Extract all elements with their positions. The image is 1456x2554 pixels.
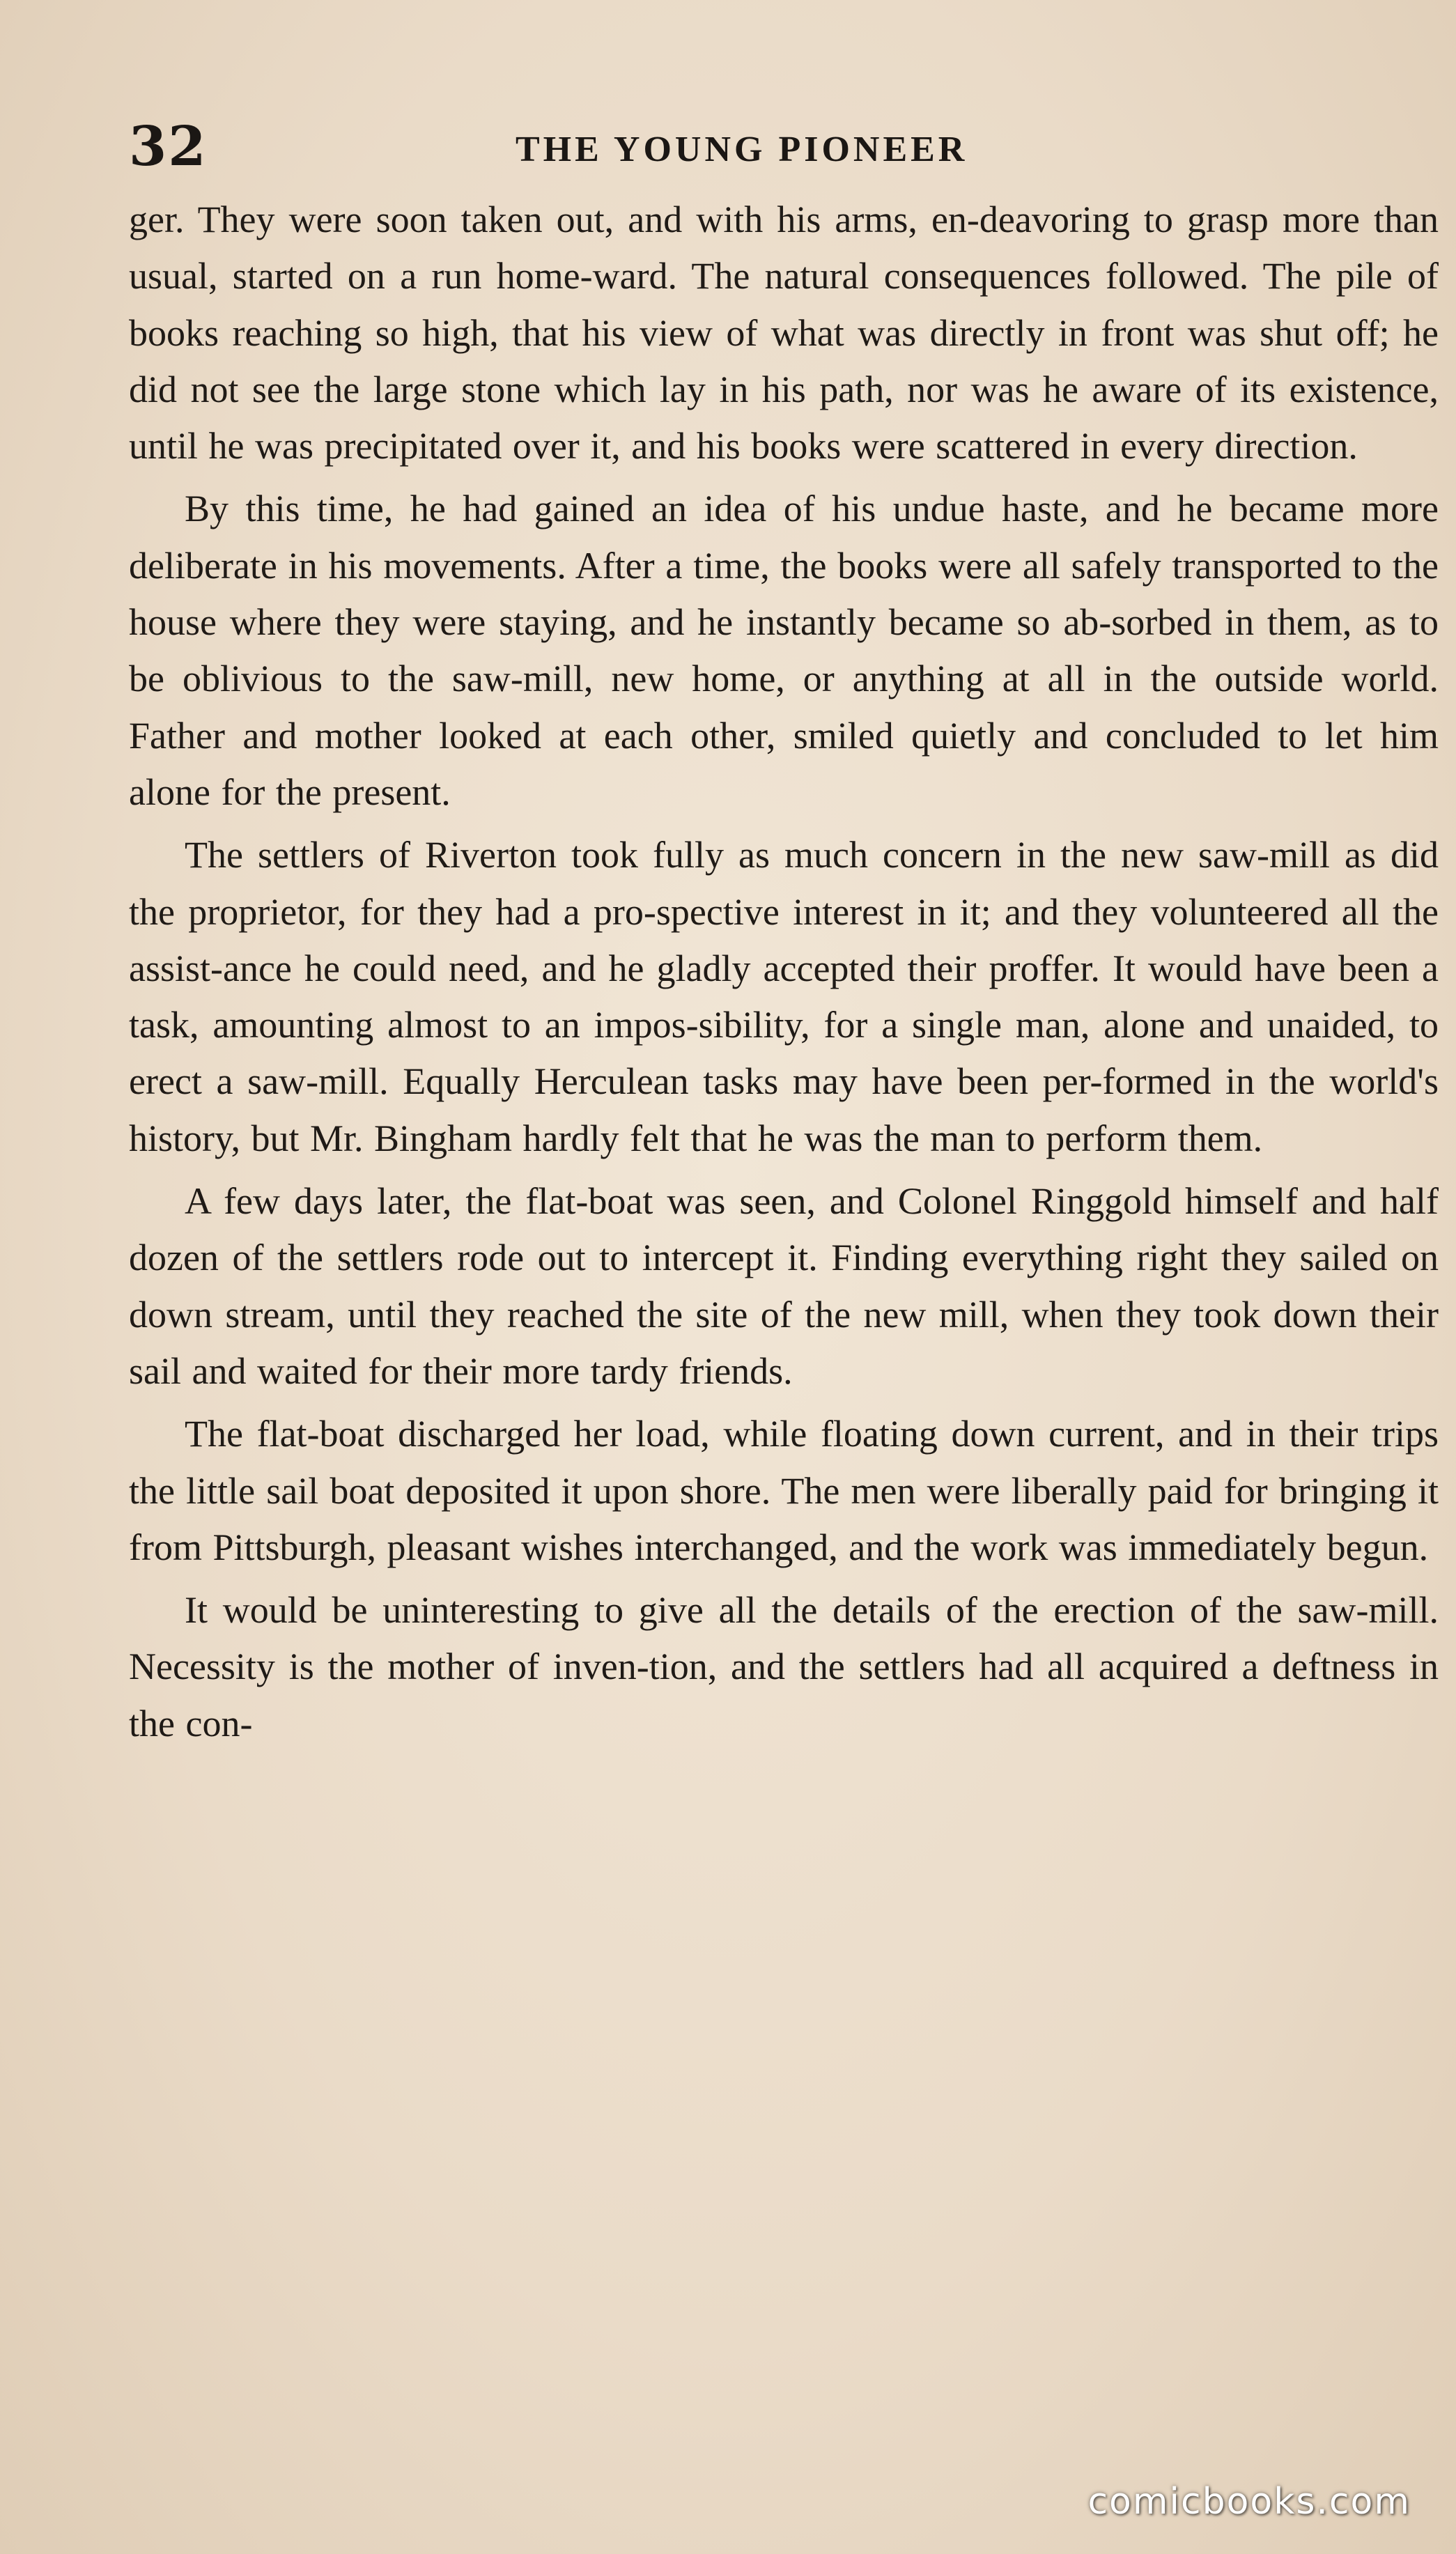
paragraph: It would be uninteresting to give all the details of the erection of the saw-mill. Necessity is the mother of inven-tion, and the settlers had all acquired a deftness in the con- [129,1589,1439,1744]
watermark: comicbooks.com [1087,2481,1411,2523]
paragraph: The flat-boat discharged her load, while floating down current, and in their trips the little sail boat deposited it upon shore. The men were liberally paid for bringing it from Pittsburgh, pleasant wishes interchanged, and the work was immediately begun. [129,1413,1439,1568]
paragraph: A few days later, the flat-boat was seen, and Colonel Ringgold himself and half dozen of the settlers rode out to intercept it. Finding everything right they sailed on down stream, until they reached the site of the new mill, when they took down their sail and waited for their more tardy friends. [129,1180,1439,1392]
body-text [129,192,1439,1758]
paragraph: The settlers of Riverton took fully as much concern in the new saw-mill as did the proprietor, for they had a pro-spective interest in it; and they volunteered all the assist-ance he could need, and he gladly accepted their proffer. It would have been a task, amounting almost to an impos-sibility, for a single man, alone and unaided, to erect a saw-mill. Equally Herculean tasks may have been per-formed in the world's history, but Mr. Bingham hardly felt that he was the man to perform them. [129,834,1439,1159]
paragraph: ger. They were soon taken out, and with his arms, en-deavoring to grasp more than usual, started on a run home-ward. The natural consequences followed. The pile of books reaching so high, that his view of what was directly in front was shut off; he did not see the large stone which lay in his path, nor was he aware of its existence, until he was precipitated over it, and his books were scattered in every direction. [129,199,1439,467]
page-header [129,115,1439,192]
page-number: 32 [129,115,208,178]
running-title: THE YOUNG PIONEER [516,130,968,169]
paragraph: By this time, he had gained an idea of his undue haste, and he became more deliberate in his movements. After a time, the books were all safely transported to the house where they were staying, and he instantly became so ab-sorbed in them, as to be oblivious to the saw-mill, new home, or anything at all in the outside world. Father and mother looked at each other, smiled quietly and concluded to let him alone for the present. [129,488,1439,813]
